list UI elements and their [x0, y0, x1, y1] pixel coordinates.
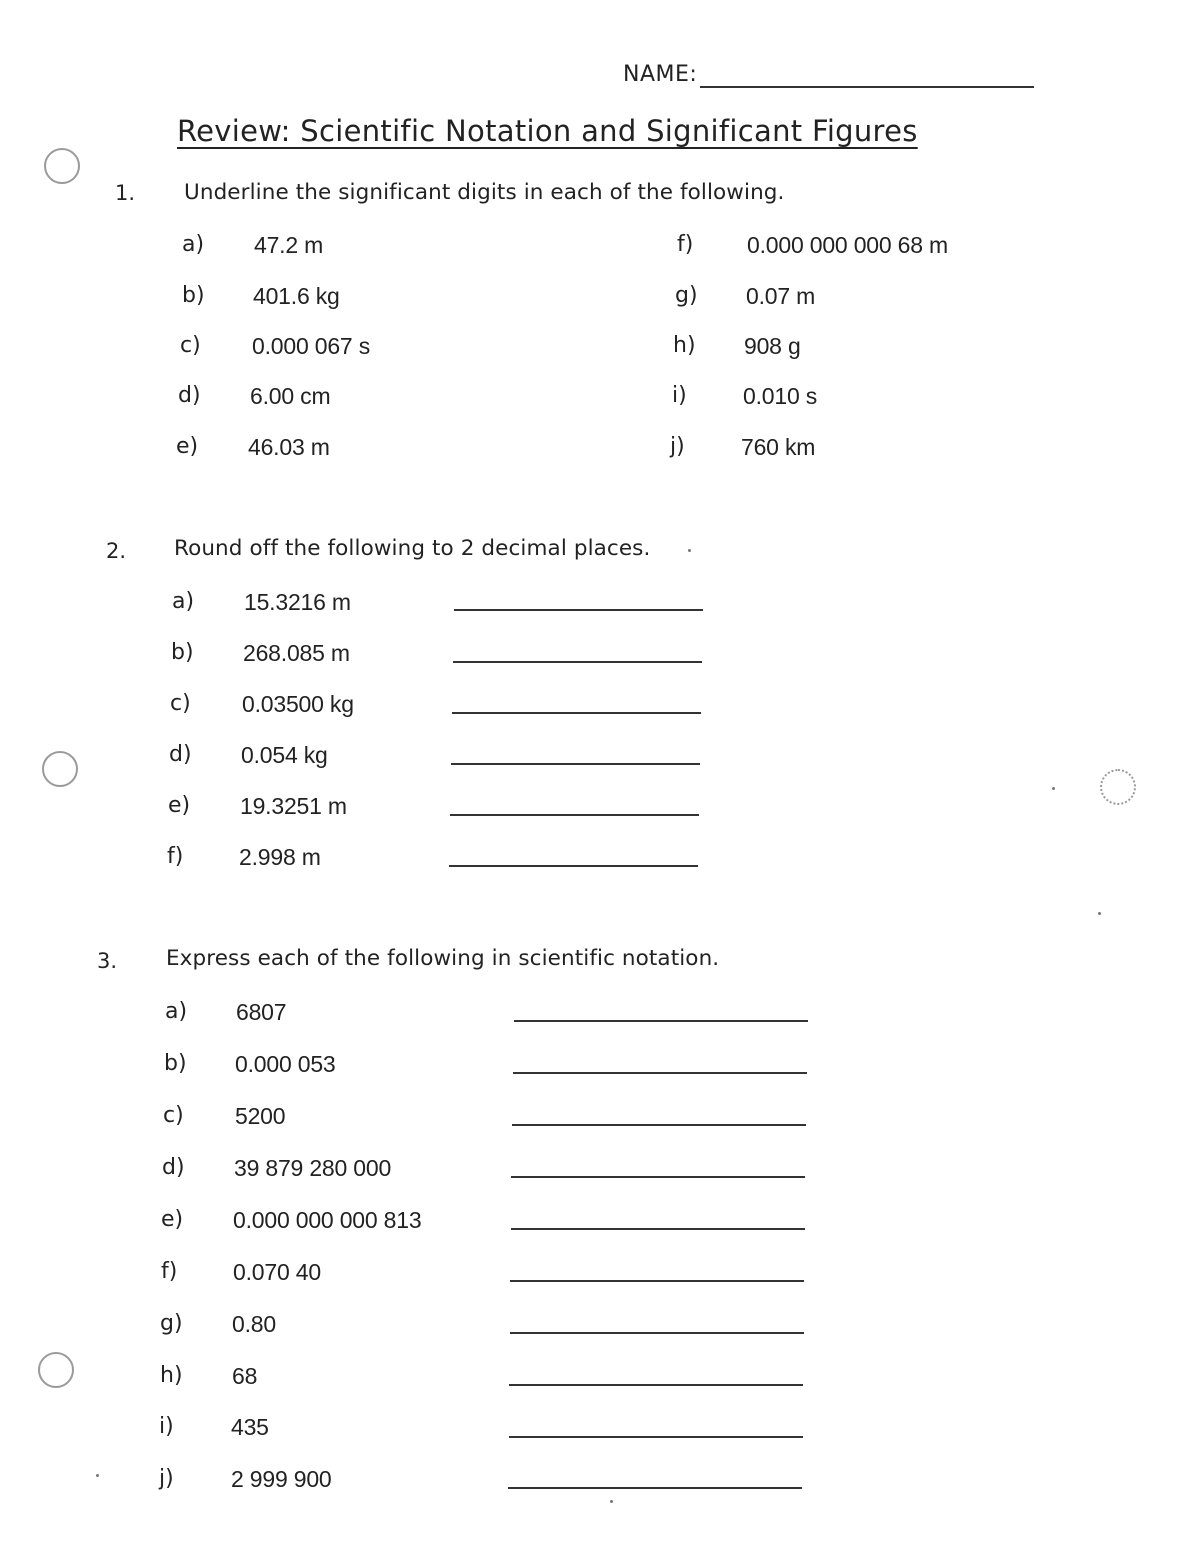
- binder-hole-bottom: [38, 1352, 74, 1388]
- scan-speck: [688, 549, 691, 552]
- scan-speck: [610, 1500, 613, 1503]
- item-value: 0.000 000 000 813: [233, 1207, 422, 1233]
- item-letter: f): [161, 1259, 178, 1284]
- answer-line[interactable]: [451, 763, 700, 765]
- item-value: 2 999 900: [231, 1466, 332, 1492]
- item-letter: i): [159, 1414, 174, 1439]
- item-value: 5200: [235, 1103, 286, 1129]
- binder-hole-right: [1100, 769, 1136, 805]
- question-number: 2.: [106, 539, 127, 563]
- answer-line[interactable]: [512, 1124, 806, 1126]
- item-letter: g): [160, 1311, 183, 1336]
- item-value: 0.000 053: [235, 1051, 336, 1077]
- name-label: NAME:: [623, 62, 698, 87]
- question-instruction: Underline the significant digits in each of the following.: [184, 180, 785, 205]
- item-value: 19.3251 m: [240, 793, 347, 819]
- page-title: Review: Scientific Notation and Significant Figures: [177, 114, 918, 148]
- item-value: 0.000 067 s: [252, 333, 371, 359]
- item-letter: d): [162, 1155, 185, 1180]
- item-letter: i): [672, 383, 687, 408]
- item-value: 47.2 m: [254, 232, 324, 258]
- item-value: 46.03 m: [248, 434, 330, 460]
- item-letter: j): [670, 434, 685, 459]
- item-value: 0.80: [232, 1311, 276, 1337]
- item-letter: a): [182, 232, 205, 257]
- item-letter: e): [161, 1207, 184, 1232]
- item-letter: c): [180, 333, 201, 358]
- answer-line[interactable]: [449, 865, 698, 867]
- item-letter: a): [165, 999, 188, 1024]
- question-number: 3.: [97, 949, 118, 973]
- item-letter: e): [176, 434, 199, 459]
- item-letter: h): [673, 333, 696, 358]
- item-value: 401.6 kg: [253, 283, 340, 309]
- item-value: 6807: [236, 999, 287, 1025]
- answer-line[interactable]: [508, 1487, 802, 1489]
- answer-line[interactable]: [511, 1228, 805, 1230]
- item-letter: j): [159, 1466, 174, 1491]
- item-letter: f): [677, 232, 694, 257]
- scan-speck: [96, 1474, 99, 1477]
- scan-speck: [1052, 787, 1055, 790]
- item-value: 6.00 cm: [250, 383, 331, 409]
- question-instruction: Round off the following to 2 decimal places.: [174, 536, 651, 561]
- answer-line[interactable]: [450, 814, 699, 816]
- item-letter: f): [167, 844, 184, 869]
- item-letter: h): [160, 1363, 183, 1388]
- answer-line[interactable]: [509, 1384, 803, 1386]
- item-value: 0.000 000 000 68 m: [747, 232, 949, 258]
- item-letter: b): [182, 283, 205, 308]
- item-letter: a): [172, 589, 195, 614]
- answer-line[interactable]: [453, 661, 702, 663]
- item-letter: c): [163, 1103, 184, 1128]
- answer-line[interactable]: [513, 1072, 807, 1074]
- binder-hole-top: [44, 148, 80, 184]
- item-letter: d): [169, 742, 192, 767]
- item-letter: b): [164, 1051, 187, 1076]
- question-number: 1.: [115, 181, 136, 205]
- item-value: 760 km: [741, 434, 816, 460]
- item-value: 0.07 m: [746, 283, 816, 309]
- item-value: 908 g: [744, 333, 801, 359]
- answer-line[interactable]: [509, 1436, 803, 1438]
- answer-line[interactable]: [511, 1176, 805, 1178]
- item-value: 0.010 s: [743, 383, 818, 409]
- item-value: 0.054 kg: [241, 742, 328, 768]
- item-value: 268.085 m: [243, 640, 350, 666]
- item-value: 68: [232, 1363, 258, 1389]
- item-value: 435: [231, 1414, 269, 1440]
- answer-line[interactable]: [510, 1280, 804, 1282]
- name-input-line[interactable]: [700, 86, 1034, 88]
- item-letter: b): [171, 640, 194, 665]
- answer-line[interactable]: [514, 1020, 808, 1022]
- item-value: 0.070 40: [233, 1259, 321, 1285]
- item-value: 2.998 m: [239, 844, 321, 870]
- item-value: 39 879 280 000: [234, 1155, 392, 1181]
- answer-line[interactable]: [452, 712, 701, 714]
- answer-line[interactable]: [510, 1332, 804, 1334]
- item-letter: c): [170, 691, 191, 716]
- answer-line[interactable]: [454, 609, 703, 611]
- item-letter: e): [168, 793, 191, 818]
- item-letter: g): [675, 283, 698, 308]
- binder-hole-middle: [42, 751, 78, 787]
- item-value: 0.03500 kg: [242, 691, 354, 717]
- item-letter: d): [178, 383, 201, 408]
- question-instruction: Express each of the following in scientific notation.: [166, 946, 720, 971]
- scan-speck: [1098, 912, 1101, 915]
- item-value: 15.3216 m: [244, 589, 351, 615]
